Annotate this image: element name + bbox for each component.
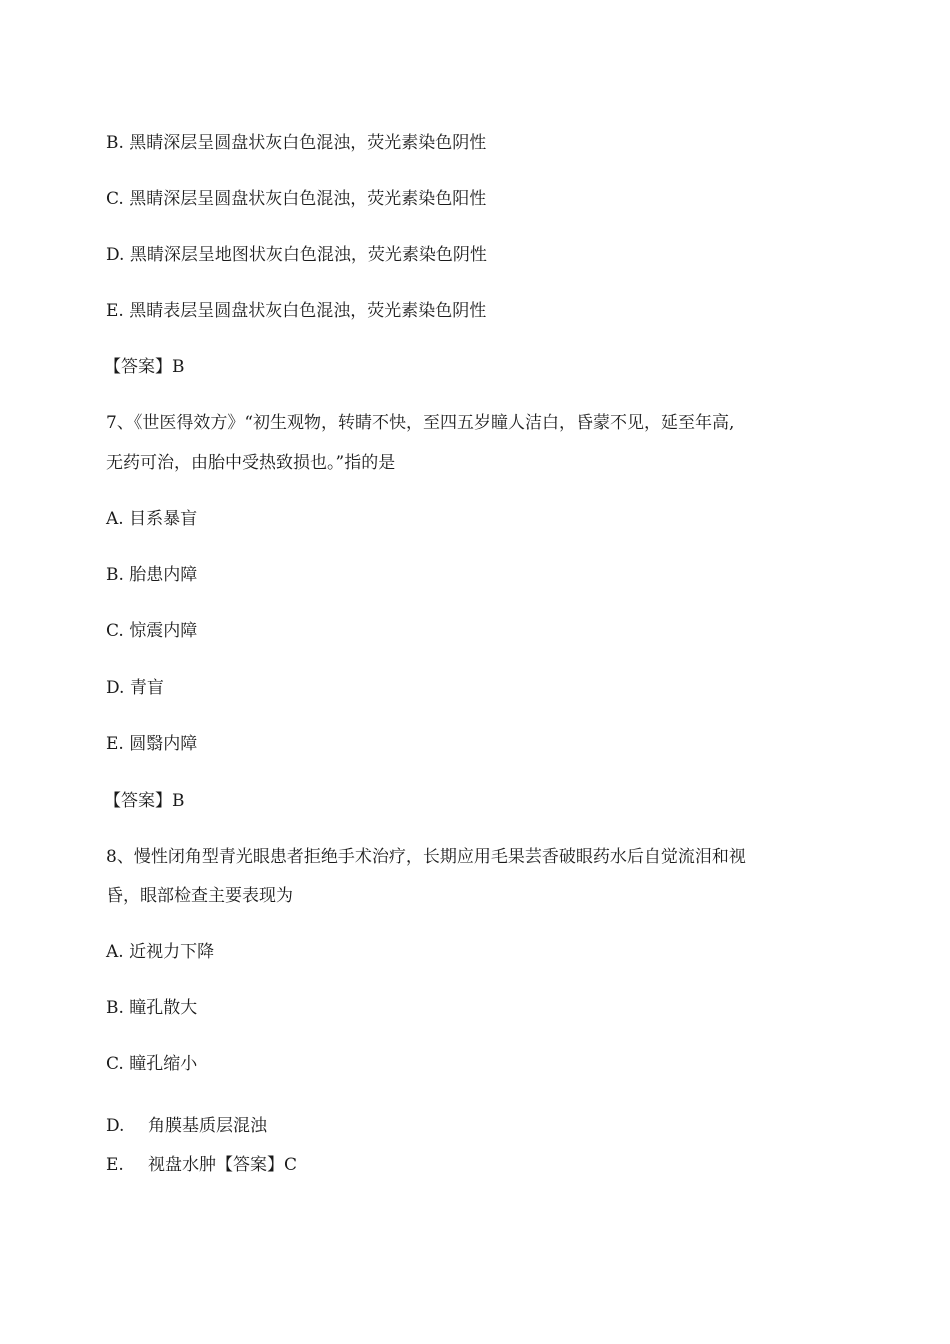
q7-option-c: C. 惊震内障 — [106, 621, 198, 641]
q8-option-a: A. 近视力下降 — [106, 942, 215, 962]
q7-answer: 【答案】B — [104, 791, 185, 811]
q6-option-d: D. 黑睛深层呈地图状灰白色混浊，荧光素染色阴性 — [106, 245, 487, 265]
q6-option-e: E. 黑睛表层呈圆盘状灰白色混浊，荧光素染色阴性 — [106, 301, 487, 321]
q7-option-d: D. 青盲 — [106, 678, 164, 698]
q8-option-d-text: 角膜基质层混浊 — [148, 1116, 267, 1136]
q7-option-a: A. 目系暴盲 — [106, 509, 198, 529]
q6-option-b: B. 黑睛深层呈圆盘状灰白色混浊，荧光素染色阴性 — [106, 133, 487, 153]
q8-option-d — [106, 1115, 267, 1137]
q8-option-c: C. 瞳孔缩小 — [106, 1054, 198, 1074]
q6-option-c: C. 黑睛深层呈圆盘状灰白色混浊，荧光素染色阳性 — [106, 189, 487, 209]
q7-stem-line1: 7、《世医得效方》“初生观物，转睛不快，至四五岁瞳人洁白，昏蒙不见，延至年高, — [106, 413, 735, 433]
q8-option-e — [106, 1154, 297, 1176]
q8-option-d-label: D. — [106, 1116, 125, 1136]
q8-option-b: B. 瞳孔散大 — [106, 998, 198, 1018]
q6-answer: 【答案】B — [104, 357, 185, 377]
q7-stem-line2: 无药可治，由胎中受热致损也。”指的是 — [106, 453, 396, 473]
q7-option-b: B. 胎患内障 — [106, 565, 198, 585]
q8-stem-line1: 8、慢性闭角型青光眼患者拒绝手术治疗，长期应用毛果芸香破眼药水后自觉流泪和视 — [106, 847, 746, 867]
q8-option-e-label: E. — [106, 1155, 124, 1175]
q7-option-e: E. 圆翳内障 — [106, 734, 198, 754]
q8-option-e-text: 视盘水肿【答案】C — [148, 1155, 298, 1175]
q8-stem-line2: 昏，眼部检查主要表现为 — [106, 886, 293, 906]
